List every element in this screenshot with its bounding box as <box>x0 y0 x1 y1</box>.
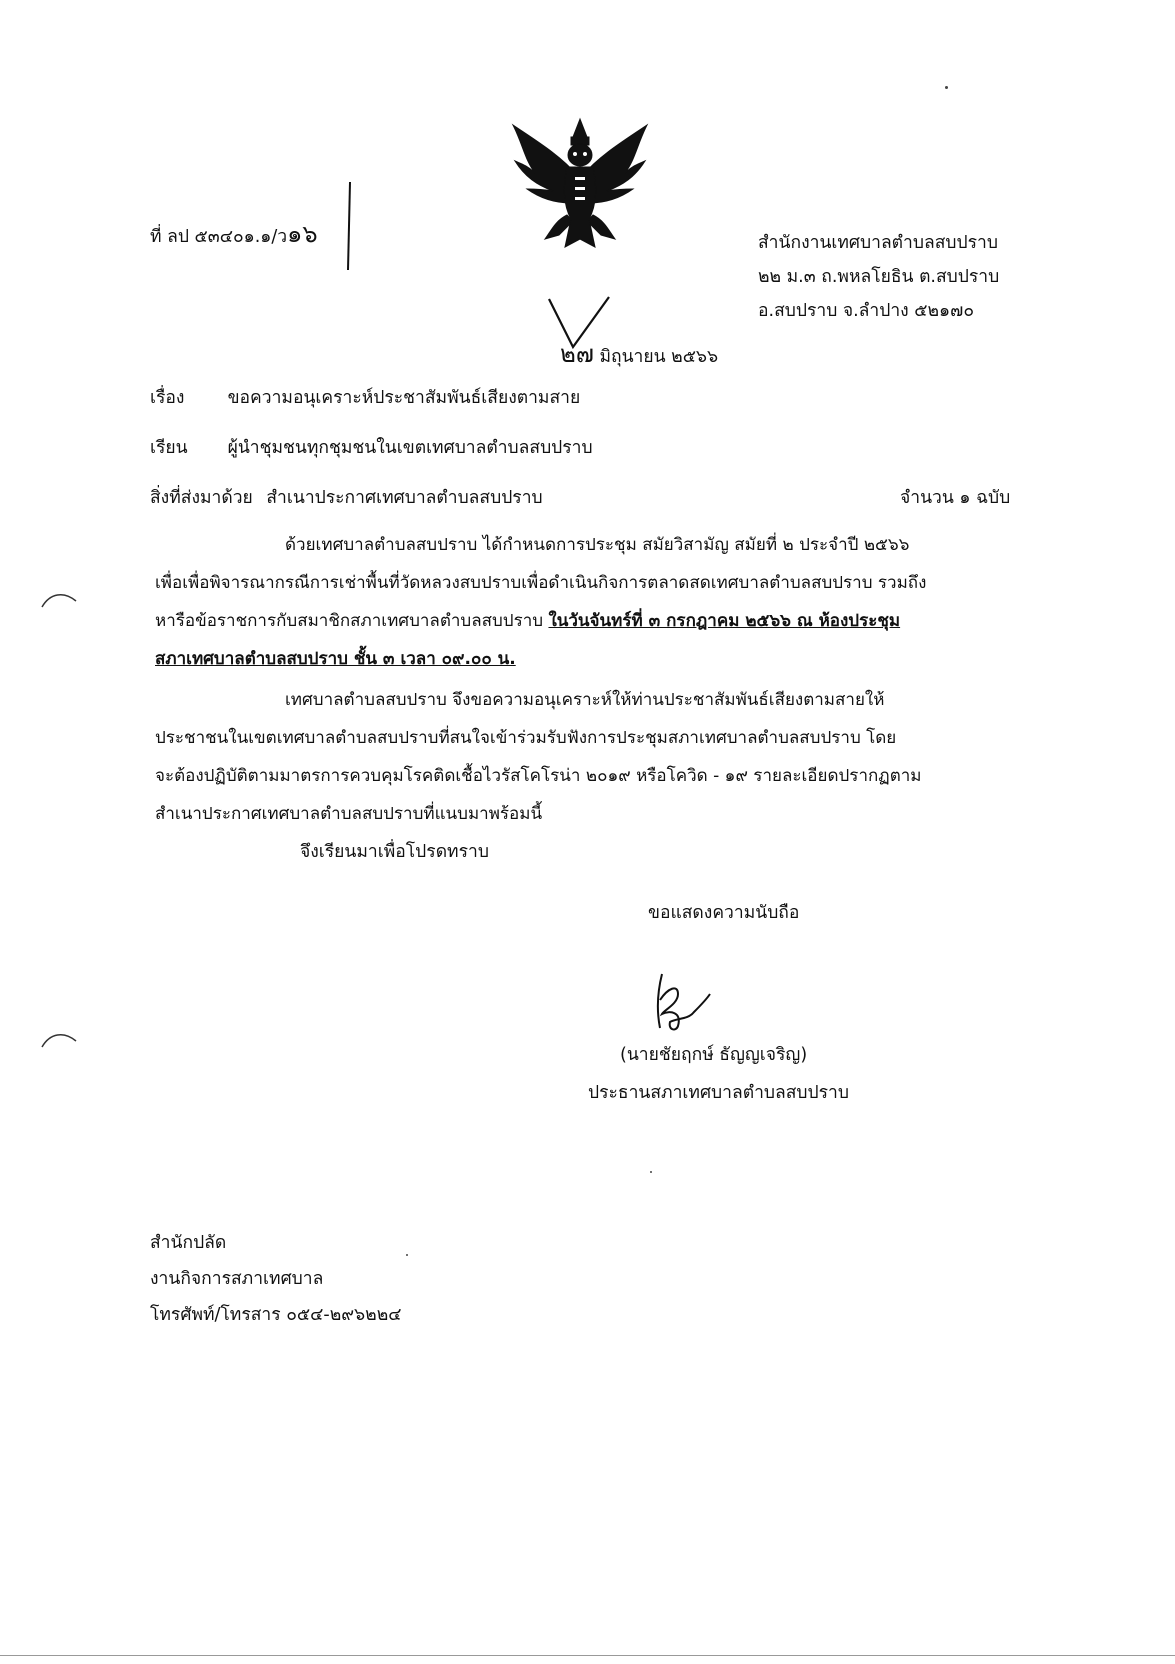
signatory-name: (นายชัยฤกษ์ ธัญญเจริญ) <box>620 1045 808 1065</box>
office-address <box>758 226 999 328</box>
footer-phone: โทรศัพท์/โทรสาร ๐๕๔-๒๙๖๒๒๔ <box>150 1305 402 1325</box>
signatory-position: ประธานสภาเทศบาลตำบลสบปราบ <box>588 1083 849 1103</box>
enclosure-count: จำนวน ๑ ฉบับ <box>900 488 1011 508</box>
paragraph-2-line-1: เทศบาลตำบลสบปราบ จึงขอความอนุเคราะห์ให้ท่านประชาสัมพันธ์เสียงตามสายให้ <box>285 690 885 710</box>
date-day: ๒๗ <box>560 340 594 368</box>
reference-number <box>150 220 318 249</box>
garuda-emblem-icon <box>505 115 655 250</box>
subject-text: ขอความอนุเคราะห์ประชาสัมพันธ์เสียงตามสาย <box>227 388 581 408</box>
reference-handwritten-number: ๑๖ <box>287 220 318 248</box>
office-name: สำนักงานเทศบาลตำบลสบปราบ <box>758 233 998 253</box>
document-date <box>560 340 718 369</box>
date-month-year: มิถุนายน ๒๕๖๖ <box>599 347 719 367</box>
paragraph-2-line-3: จะต้องปฏิบัติตามมาตรการควบคุมโรคติดเชื้อไวรัสโคโรน่า ๒๐๑๙ หรือโควิด - ๑๙ รายละเอียดปรากฏตาม <box>155 766 922 786</box>
reference-prefix: ที่ ลป ๕๓๔๐๑.๑/ว <box>150 227 288 247</box>
meeting-date-underlined: ในวันจันทร์ที่ ๓ กรกฎาคม ๒๕๖๖ ณ ห้องประชุม <box>548 611 901 631</box>
paragraph-1-line-1: ด้วยเทศบาลตำบลสบปราบ ได้กำหนดการประชุม สมัยวิสามัญ สมัยที่ ๒ ประจำปี ๒๕๖๖ <box>285 535 910 555</box>
paragraph-1-line-3-plain: หารือข้อราชการกับสมาชิกสภาเทศบาลตำบลสบปราบ <box>155 611 549 631</box>
enclosure-row <box>150 488 543 509</box>
scan-speck <box>406 1254 408 1256</box>
enclosure-text: สำเนาประกาศเทศบาลตำบลสบปราบ <box>266 488 543 508</box>
office-street: ๒๒ ม.๓ ถ.พหลโยธิน ต.สบปราบ <box>758 267 1000 287</box>
scan-speck <box>945 86 948 89</box>
recipient-label: เรียน <box>150 438 188 458</box>
footer-department: สำนักปลัด <box>150 1233 227 1253</box>
body-paragraph-1 <box>155 535 1075 687</box>
paragraph-2-line-2: ประชาชนในเขตเทศบาลตำบลสบปราบที่สนใจเข้าร่วมรับฟังการประชุมสภาเทศบาลตำบลสบปราบ โดย <box>155 728 897 748</box>
footer-contact <box>150 1225 401 1333</box>
scan-speck <box>650 1171 652 1173</box>
recipient-row <box>150 438 593 459</box>
footer-section: งานกิจการสภาเทศบาล <box>150 1269 324 1289</box>
paragraph-1-line-4 <box>155 649 1075 687</box>
subject-row <box>150 388 580 409</box>
closing-request: จึงเรียนมาเพื่อโปรดทราบ <box>300 842 489 862</box>
paragraph-2-line-4: สำเนาประกาศเทศบาลตำบลสบปราบที่แนบมาพร้อมนี้ <box>155 804 543 824</box>
punch-mark-icon <box>40 1025 80 1055</box>
meeting-location-underlined: สภาเทศบาลตำบลสบปราบ ชั้น ๓ เวลา ๐๙.๐๐ น. <box>155 649 516 669</box>
recipient-text: ผู้นำชุมชนทุกชุมชนในเขตเทศบาลตำบลสบปราบ <box>227 438 593 458</box>
scan-bottom-edge <box>0 1655 1175 1656</box>
office-district: อ.สบปราบ จ.ลำปาง ๕๒๑๗๐ <box>758 301 975 321</box>
regards-text: ขอแสดงความนับถือ <box>648 903 800 923</box>
handwritten-mark-icon <box>340 180 360 275</box>
subject-label: เรื่อง <box>150 388 185 408</box>
paragraph-1-line-3 <box>155 611 1075 649</box>
punch-mark-icon <box>40 585 80 615</box>
signature-scribble-icon <box>648 970 718 1040</box>
body-paragraph-2 <box>155 690 1075 842</box>
paragraph-1-line-2: เพื่อเพื่อพิจารณากรณีการเช่าพื้นที่วัดหลวงสบปราบเพื่อดำเนินกิจการตลาดสดเทศบาลตำบลสบปราบ รวมถึง <box>155 573 927 593</box>
enclosure-label: สิ่งที่ส่งมาด้วย <box>150 488 253 508</box>
